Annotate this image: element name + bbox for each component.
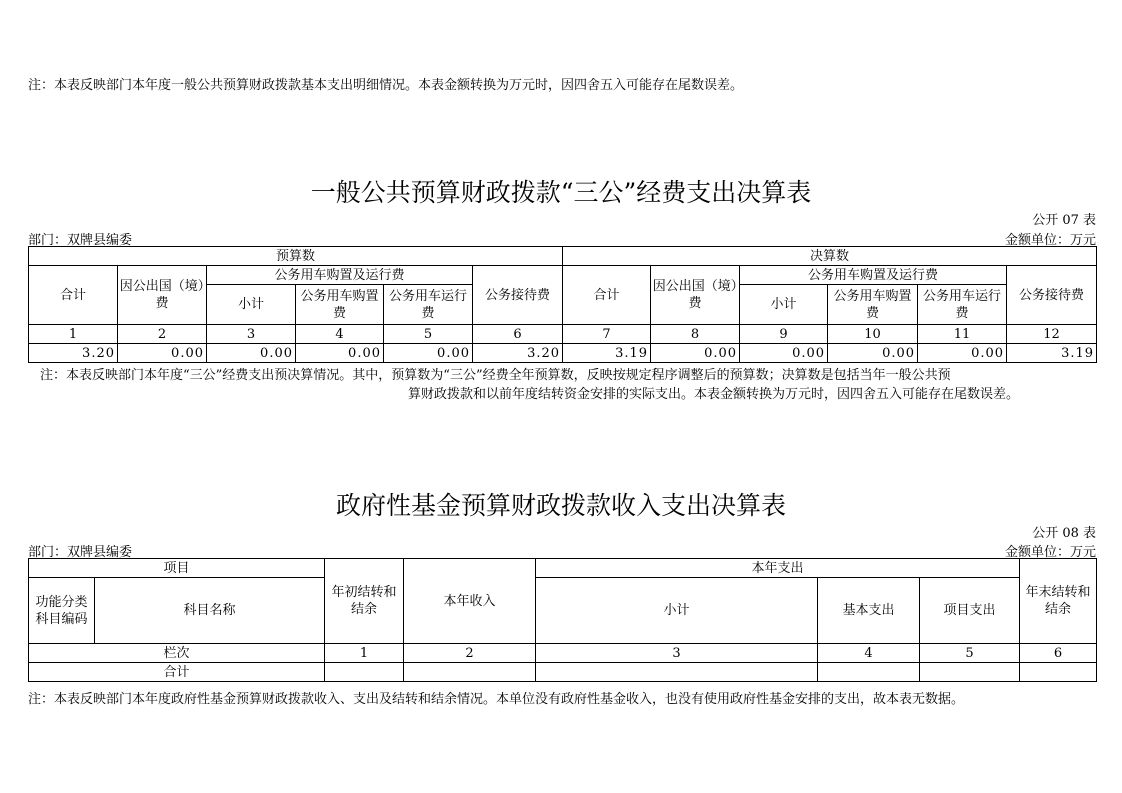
header-item: 项目 bbox=[29, 559, 325, 578]
column-number: 2 bbox=[404, 644, 536, 663]
header-operation-budget: 公务用车运行费 bbox=[384, 285, 473, 325]
table1-sanggong bbox=[28, 246, 1097, 363]
table2-title: 政府性基金预算财政拨款收入支出决算表 bbox=[335, 491, 786, 520]
table2-note: 注：本表反映部门本年度政府性基金预算财政拨款收入、支出及结转和结余情况。本单位没有政府性基金收入，也没有使用政府性基金安排的支出，故本表无数据。 bbox=[28, 692, 965, 707]
header-purchase-budget: 公务用车购置费 bbox=[296, 285, 384, 325]
header-vehicle-final: 公务用车购置及运行费 bbox=[740, 266, 1007, 285]
column-number: 12 bbox=[1007, 325, 1097, 344]
value-cell: 0.00 bbox=[651, 344, 740, 363]
header-budget: 预算数 bbox=[29, 247, 563, 266]
header-basic-expense: 基本支出 bbox=[818, 578, 920, 644]
column-number: 1 bbox=[29, 325, 118, 344]
value-cell: 0.00 bbox=[384, 344, 473, 363]
table1-note-line2: 算财政拨款和以前年度结转资金安排的实际支出。本表金额转换为万元时，因四舍五入可能存在尾数误差。 bbox=[408, 387, 1020, 402]
header-reception-final: 公务接待费 bbox=[1007, 266, 1097, 325]
column-number: 1 bbox=[325, 644, 404, 663]
header-subject-name: 科目名称 bbox=[95, 578, 325, 644]
table2-lanci-row bbox=[29, 644, 1097, 663]
value-cell: 0.00 bbox=[918, 344, 1007, 363]
header-expense-subtotal: 小计 bbox=[536, 578, 818, 644]
table2-government-fund bbox=[28, 558, 1097, 682]
table2-dept: 部门：双牌县编委 bbox=[28, 545, 133, 560]
empty-cell bbox=[404, 663, 536, 682]
table2-total-row bbox=[29, 663, 1097, 682]
header-income: 本年收入 bbox=[404, 559, 536, 644]
table2-unit: 金额单位：万元 bbox=[1004, 545, 1096, 560]
empty-cell bbox=[536, 663, 818, 682]
value-cell: 3.19 bbox=[563, 344, 651, 363]
table1-code: 公开 07 表 bbox=[1032, 213, 1096, 228]
header-abroad-budget: 因公出国（境）费 bbox=[118, 266, 207, 325]
table1-column-number-row bbox=[29, 325, 1097, 344]
top-note: 注：本表反映部门本年度一般公共预算财政拨款基本支出明细情况。本表金额转换为万元时，因四舍五入可能存在尾数误差。 bbox=[28, 78, 744, 93]
table1-note-line1: 注：本表反映部门本年度“三公”经费支出预决算情况。其中，预算数为“三公”经费全年预算数，反映按规定程序调整后的预算数；决算数是包括当年一般公共预 bbox=[40, 368, 951, 383]
column-number: 10 bbox=[828, 325, 918, 344]
column-number: 3 bbox=[207, 325, 296, 344]
column-number: 8 bbox=[651, 325, 740, 344]
table1-note bbox=[40, 366, 1100, 404]
header-project-expense: 项目支出 bbox=[920, 578, 1020, 644]
table1-title: 一般公共预算财政拨款“三公”经费支出决算表 bbox=[310, 178, 812, 207]
column-number: 4 bbox=[296, 325, 384, 344]
value-cell: 3.19 bbox=[1007, 344, 1097, 363]
value-cell: 0.00 bbox=[296, 344, 384, 363]
table1-unit: 金额单位：万元 bbox=[1004, 233, 1096, 248]
column-number: 6 bbox=[1020, 644, 1097, 663]
empty-cell bbox=[818, 663, 920, 682]
header-subtotal-final: 小计 bbox=[740, 285, 828, 325]
row-total-label: 合计 bbox=[29, 663, 325, 682]
column-number: 5 bbox=[920, 644, 1020, 663]
column-number: 11 bbox=[918, 325, 1007, 344]
value-cell: 0.00 bbox=[828, 344, 918, 363]
table1-dept: 部门：双牌县编委 bbox=[28, 233, 133, 248]
column-number: 6 bbox=[473, 325, 563, 344]
header-expense: 本年支出 bbox=[536, 559, 1020, 578]
column-number: 5 bbox=[384, 325, 473, 344]
header-purchase-final: 公务用车购置费 bbox=[828, 285, 918, 325]
header-reception-budget: 公务接待费 bbox=[473, 266, 563, 325]
header-vehicle-budget: 公务用车购置及运行费 bbox=[207, 266, 473, 285]
column-number: 3 bbox=[536, 644, 818, 663]
column-number: 9 bbox=[740, 325, 828, 344]
table2-code: 公开 08 表 bbox=[1032, 526, 1096, 541]
header-subtotal-budget: 小计 bbox=[207, 285, 296, 325]
empty-cell bbox=[920, 663, 1020, 682]
value-cell: 0.00 bbox=[740, 344, 828, 363]
header-final: 决算数 bbox=[563, 247, 1097, 266]
empty-cell bbox=[325, 663, 404, 682]
table1-value-row bbox=[29, 344, 1097, 363]
value-cell: 3.20 bbox=[29, 344, 118, 363]
value-cell: 0.00 bbox=[118, 344, 207, 363]
header-operation-final: 公务用车运行费 bbox=[918, 285, 1007, 325]
header-total-final: 合计 bbox=[563, 266, 651, 325]
column-number: 4 bbox=[818, 644, 920, 663]
value-cell: 3.20 bbox=[473, 344, 563, 363]
header-begin-balance: 年初结转和结余 bbox=[325, 559, 404, 644]
header-abroad-final: 因公出国（境）费 bbox=[651, 266, 740, 325]
column-number: 7 bbox=[563, 325, 651, 344]
header-total-budget: 合计 bbox=[29, 266, 118, 325]
header-function-code: 功能分类科目编码 bbox=[29, 578, 95, 644]
row-lanci-label: 栏次 bbox=[29, 644, 325, 663]
empty-cell bbox=[1020, 663, 1097, 682]
header-end-balance: 年末结转和结余 bbox=[1020, 559, 1097, 644]
column-number: 2 bbox=[118, 325, 207, 344]
value-cell: 0.00 bbox=[207, 344, 296, 363]
